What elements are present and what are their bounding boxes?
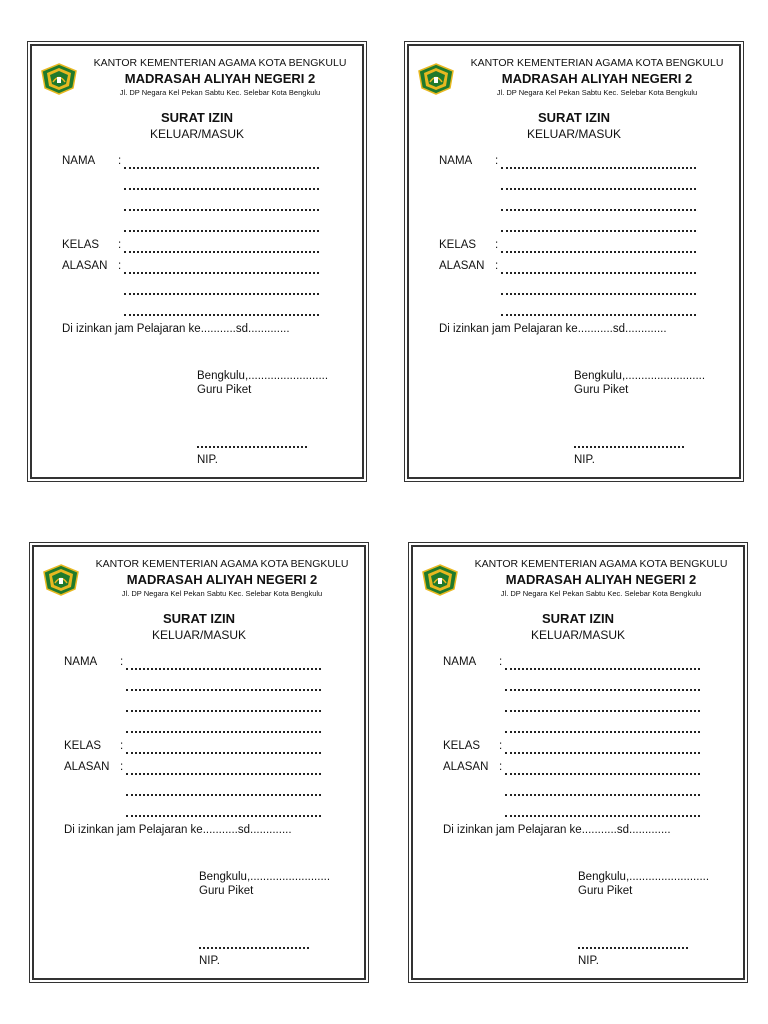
class-label: KELAS <box>443 740 481 752</box>
reason-field-line-2[interactable] <box>505 781 700 796</box>
signature-line[interactable] <box>578 937 688 949</box>
signature-line[interactable] <box>199 937 309 949</box>
school-name: MADRASAH ALIYAH NEGERI 2 <box>505 572 697 587</box>
name-field-line-3[interactable] <box>501 196 696 211</box>
ministry-of-religious-affairs-logo-icon <box>40 63 78 95</box>
reason-field-line-1[interactable] <box>124 259 319 274</box>
name-field-line-4[interactable] <box>124 217 319 232</box>
reason-field-line-3[interactable] <box>126 802 321 817</box>
class-label: KELAS <box>439 239 477 251</box>
reason-field-line-3[interactable] <box>501 301 696 316</box>
name-field-line-3[interactable] <box>126 697 321 712</box>
signer-role: Guru Piket <box>199 885 254 897</box>
reason-field-line-1[interactable] <box>505 760 700 775</box>
name-field-line-3[interactable] <box>124 196 319 211</box>
place-date: Bengkulu,......................... <box>574 370 706 382</box>
place-date: Bengkulu,......................... <box>578 871 710 883</box>
class-colon: : <box>120 740 124 752</box>
class-field-line[interactable] <box>501 238 696 253</box>
reason-field-line-1[interactable] <box>126 760 321 775</box>
name-colon: : <box>499 656 503 668</box>
ministry-of-religious-affairs-logo-icon <box>417 63 455 95</box>
form-title: SURAT IZIN <box>161 110 233 125</box>
class-label: KELAS <box>64 740 102 752</box>
form-title: SURAT IZIN <box>163 611 235 626</box>
name-label: NAMA <box>64 656 98 668</box>
signer-role: Guru Piket <box>574 384 629 396</box>
ministry-name: KANTOR KEMENTERIAN AGAMA KOTA BENGKULU <box>95 558 349 570</box>
place-date: Bengkulu,......................... <box>199 871 331 883</box>
name-field-line-3[interactable] <box>505 697 700 712</box>
form-title: SURAT IZIN <box>538 110 610 125</box>
signature-line[interactable] <box>574 436 684 448</box>
reason-label: ALASAN <box>64 761 110 773</box>
nip-label: NIP. <box>574 454 595 466</box>
name-field-line-1[interactable] <box>126 655 321 670</box>
permission-period-text: Di izinkan jam Pelajaran ke...........sd............. <box>62 323 290 335</box>
name-field-line-4[interactable] <box>126 718 321 733</box>
permit-slip <box>32 545 366 980</box>
name-field-line-1[interactable] <box>501 154 696 169</box>
school-address: Jl. DP Negara Kel Pekan Sabtu Kec. Selebar Kota Bengkulu <box>496 88 698 97</box>
permit-slip <box>411 545 745 980</box>
school-name: MADRASAH ALIYAH NEGERI 2 <box>126 572 318 587</box>
school-address: Jl. DP Negara Kel Pekan Sabtu Kec. Selebar Kota Bengkulu <box>119 88 321 97</box>
permission-period-text: Di izinkan jam Pelajaran ke...........sd............. <box>443 824 671 836</box>
name-colon: : <box>118 155 122 167</box>
reason-colon: : <box>120 761 124 773</box>
reason-colon: : <box>495 260 499 272</box>
signature-line[interactable] <box>197 436 307 448</box>
reason-field-line-2[interactable] <box>501 280 696 295</box>
signer-role: Guru Piket <box>197 384 252 396</box>
reason-label: ALASAN <box>439 260 485 272</box>
class-colon: : <box>118 239 122 251</box>
place-date: Bengkulu,......................... <box>197 370 329 382</box>
name-field-line-2[interactable] <box>505 676 700 691</box>
ministry-of-religious-affairs-logo-icon <box>42 564 80 596</box>
name-field-line-4[interactable] <box>505 718 700 733</box>
nip-label: NIP. <box>197 454 218 466</box>
reason-label: ALASAN <box>443 761 489 773</box>
school-address: Jl. DP Negara Kel Pekan Sabtu Kec. Selebar Kota Bengkulu <box>500 589 702 598</box>
reason-field-line-2[interactable] <box>126 781 321 796</box>
reason-field-line-3[interactable] <box>124 301 319 316</box>
nip-label: NIP. <box>578 955 599 967</box>
class-field-line[interactable] <box>126 739 321 754</box>
permission-period-text: Di izinkan jam Pelajaran ke...........sd............. <box>439 323 667 335</box>
name-colon: : <box>120 656 124 668</box>
name-label: NAMA <box>62 155 96 167</box>
school-name: MADRASAH ALIYAH NEGERI 2 <box>501 71 693 86</box>
name-field-line-1[interactable] <box>124 154 319 169</box>
permit-slip <box>407 44 741 479</box>
form-subtitle: KELUAR/MASUK <box>149 127 245 141</box>
reason-field-line-3[interactable] <box>505 802 700 817</box>
permit-slip <box>30 44 364 479</box>
name-field-line-4[interactable] <box>501 217 696 232</box>
name-label: NAMA <box>443 656 477 668</box>
class-label: KELAS <box>62 239 100 251</box>
class-colon: : <box>495 239 499 251</box>
class-field-line[interactable] <box>124 238 319 253</box>
class-colon: : <box>499 740 503 752</box>
name-field-line-2[interactable] <box>124 175 319 190</box>
name-field-line-2[interactable] <box>126 676 321 691</box>
form-subtitle: KELUAR/MASUK <box>151 628 247 642</box>
class-field-line[interactable] <box>505 739 700 754</box>
reason-colon: : <box>118 260 122 272</box>
permission-period-text: Di izinkan jam Pelajaran ke...........sd............. <box>64 824 292 836</box>
signer-role: Guru Piket <box>578 885 633 897</box>
school-name: MADRASAH ALIYAH NEGERI 2 <box>124 71 316 86</box>
ministry-of-religious-affairs-logo-icon <box>421 564 459 596</box>
reason-field-line-2[interactable] <box>124 280 319 295</box>
ministry-name: KANTOR KEMENTERIAN AGAMA KOTA BENGKULU <box>470 57 724 69</box>
name-field-line-1[interactable] <box>505 655 700 670</box>
form-subtitle: KELUAR/MASUK <box>526 127 622 141</box>
nip-label: NIP. <box>199 955 220 967</box>
form-title: SURAT IZIN <box>542 611 614 626</box>
form-subtitle: KELUAR/MASUK <box>530 628 626 642</box>
name-field-line-2[interactable] <box>501 175 696 190</box>
ministry-name: KANTOR KEMENTERIAN AGAMA KOTA BENGKULU <box>93 57 347 69</box>
name-colon: : <box>495 155 499 167</box>
reason-field-line-1[interactable] <box>501 259 696 274</box>
name-label: NAMA <box>439 155 473 167</box>
school-address: Jl. DP Negara Kel Pekan Sabtu Kec. Selebar Kota Bengkulu <box>121 589 323 598</box>
ministry-name: KANTOR KEMENTERIAN AGAMA KOTA BENGKULU <box>474 558 728 570</box>
reason-label: ALASAN <box>62 260 108 272</box>
reason-colon: : <box>499 761 503 773</box>
